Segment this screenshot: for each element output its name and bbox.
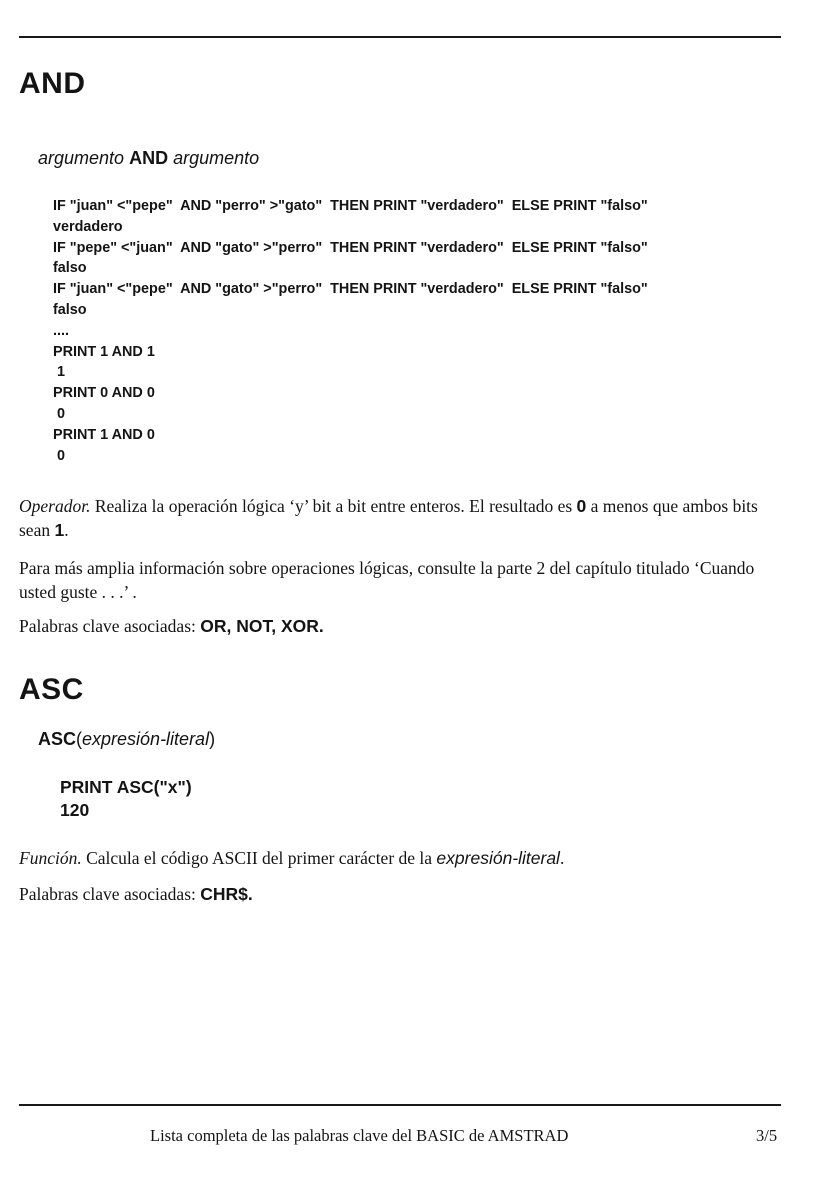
syntax-close: ) <box>209 729 216 749</box>
code-line: 120 <box>60 800 90 820</box>
asc-related-keywords <box>19 882 784 906</box>
code-line: falso <box>53 260 87 277</box>
page-number: 3/5 <box>756 1126 778 1145</box>
footer-title: Lista completa de las palabras clave del BASIC de AMSTRAD <box>150 1126 569 1145</box>
and-code-example <box>53 196 648 466</box>
desc-one: 1 <box>54 520 65 540</box>
syntax-arg: expresión-literal <box>82 729 210 749</box>
syntax-arg1: argumento <box>38 148 125 168</box>
code-line: verdadero <box>53 218 123 235</box>
desc-term: expresión-literal <box>436 848 560 868</box>
code-line: PRINT 1 AND 1 <box>53 343 155 360</box>
section-title-and: AND <box>19 67 86 100</box>
code-line: IF "juan" <"pepe" AND "perro" >"gato" THEN PRINT "verdadero" ELSE PRINT "falso" <box>53 198 648 214</box>
desc-label: Operador. <box>19 496 91 516</box>
and-syntax <box>38 148 259 169</box>
syntax-arg2: argumento <box>173 148 260 168</box>
top-rule <box>19 36 781 38</box>
footer-rule <box>19 1104 781 1106</box>
and-related-keywords <box>19 614 784 638</box>
code-line: .... <box>53 322 69 339</box>
related-keyword-list: OR, NOT, XOR. <box>200 616 324 636</box>
code-line: 0 <box>53 405 66 422</box>
code-line: falso <box>53 301 87 318</box>
asc-code-example <box>60 776 192 822</box>
asc-syntax <box>38 729 215 750</box>
code-line: PRINT 1 AND 0 <box>53 426 155 443</box>
related-label: Palabras clave asociadas: <box>19 884 201 904</box>
desc-text-2: a menos que ambos bits sean <box>19 496 758 540</box>
desc-end: . <box>559 848 565 868</box>
syntax-keyword: AND <box>129 148 169 168</box>
code-line: IF "juan" <"pepe" AND "gato" >"perro" THEN PRINT "verdadero" ELSE PRINT "falso" <box>53 281 648 298</box>
and-description <box>19 494 784 542</box>
desc-text: Calcula el código ASCII del primer carácter de la <box>81 848 437 868</box>
section-title-asc: ASC <box>19 673 84 706</box>
desc-text: Realiza la operación lógica ‘y’ bit a bit entre enteros. El resultado es <box>90 496 577 516</box>
code-line: IF "pepe" <"juan" AND "gato" >"perro" THEN PRINT "verdadero" ELSE PRINT "falso" <box>53 239 648 256</box>
related-label: Palabras clave asociadas: <box>19 616 201 636</box>
desc-zero: 0 <box>576 496 587 516</box>
related-keyword-list: CHR$. <box>200 884 253 904</box>
and-info-paragraph: Para más amplia información sobre operaciones lógicas, consulte la parte 2 del capítulo titulado ‘Cuando usted guste . . .’ . <box>19 558 755 602</box>
syntax-keyword: ASC <box>38 729 77 749</box>
desc-label: Función. <box>19 848 82 868</box>
code-line: 0 <box>53 447 66 464</box>
asc-description <box>19 846 784 870</box>
code-line: PRINT 0 AND 0 <box>53 385 155 402</box>
code-line: PRINT ASC("x") <box>60 777 192 797</box>
code-line: 1 <box>53 364 66 381</box>
desc-end: . <box>64 520 69 540</box>
syntax-open: ( <box>76 729 83 749</box>
